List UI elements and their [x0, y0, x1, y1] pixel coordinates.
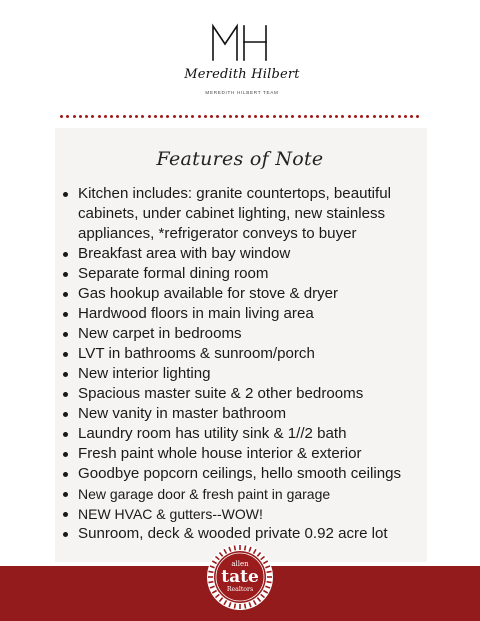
feature-item: New carpet in bedrooms: [58, 324, 428, 344]
divider-dot: [316, 115, 319, 118]
divider-dot: [335, 115, 338, 118]
divider-dot: [348, 115, 351, 118]
badge-bottom-text: Realtors: [226, 586, 254, 593]
divider-dot: [110, 115, 113, 118]
divider-dot: [391, 115, 394, 118]
divider-dot: [66, 115, 69, 118]
divider-dot: [160, 115, 163, 118]
divider-dot: [354, 115, 357, 118]
divider-dot: [385, 115, 388, 118]
divider-dot: [260, 115, 263, 118]
divider-dot: [404, 115, 407, 118]
divider-dot: [154, 115, 157, 118]
divider-dot: [85, 115, 88, 118]
divider-dot: [248, 115, 251, 118]
divider-dot: [104, 115, 107, 118]
divider-dot: [266, 115, 269, 118]
allen-tate-badge-logo: [205, 542, 275, 612]
feature-item: Separate formal dining room: [58, 264, 428, 284]
feature-item: Goodbye popcorn ceilings, hello smooth ceilings: [58, 464, 428, 484]
feature-item: Spacious master suite & 2 other bedrooms: [58, 384, 428, 404]
divider-dot: [254, 115, 257, 118]
feature-item: Hardwood floors in main living area: [58, 304, 428, 324]
feature-item: Sunroom, deck & wooded private 0.92 acre lot: [58, 524, 428, 544]
badge-main-text: tate: [221, 567, 259, 587]
feature-item: NEW HVAC & gutters--WOW!: [58, 504, 428, 524]
divider-dot: [279, 115, 282, 118]
divider-dot: [98, 115, 101, 118]
divider-dot: [116, 115, 119, 118]
divider-dot: [379, 115, 382, 118]
divider-dot: [91, 115, 94, 118]
divider-dot: [229, 115, 232, 118]
divider-dot: [198, 115, 201, 118]
divider-dot: [398, 115, 401, 118]
divider-dot: [360, 115, 363, 118]
divider-dot: [148, 115, 151, 118]
feature-item: New garage door & fresh paint in garage: [58, 484, 428, 504]
badge-top-text: allen: [231, 560, 249, 568]
divider-dot: [216, 115, 219, 118]
divider-dot: [223, 115, 226, 118]
divider-dot: [191, 115, 194, 118]
monogram-mh-logo: [210, 22, 270, 62]
team-label: MEREDITH HILBERT TEAM: [205, 90, 279, 95]
divider-dot: [310, 115, 313, 118]
feature-item: New interior lighting: [58, 364, 428, 384]
divider-dot: [123, 115, 126, 118]
divider-dot: [179, 115, 182, 118]
divider-dot: [298, 115, 301, 118]
divider-dot: [129, 115, 132, 118]
divider-dot: [329, 115, 332, 118]
divider-dot: [235, 115, 238, 118]
divider-dot: [323, 115, 326, 118]
divider-dot: [366, 115, 369, 118]
divider-dot: [185, 115, 188, 118]
feature-item: Gas hookup available for stove & dryer: [58, 284, 428, 304]
feature-item: Fresh paint whole house interior & exterior: [58, 444, 428, 464]
section-heading: Features of Note: [156, 148, 324, 170]
divider-dot: [141, 115, 144, 118]
divider-dot: [291, 115, 294, 118]
feature-item: Kitchen includes: granite countertops, beautiful cabinets, under cabinet lighting, new stainless appliances, *refrigerator conveys to buyer: [58, 184, 428, 244]
divider-dot: [341, 115, 344, 118]
divider-dot: [285, 115, 288, 118]
feature-item: LVT in bathrooms & sunroom/porch: [58, 344, 428, 364]
signature-name: Meredith Hilbert: [184, 67, 300, 82]
feature-item: New vanity in master bathroom: [58, 404, 428, 424]
divider-dot: [304, 115, 307, 118]
divider-dot: [204, 115, 207, 118]
dotted-divider: [60, 115, 420, 119]
divider-dot: [60, 115, 63, 118]
divider-dot: [273, 115, 276, 118]
divider-dot: [373, 115, 376, 118]
divider-dot: [210, 115, 213, 118]
feature-list: [58, 184, 428, 544]
feature-item: Laundry room has utility sink & 1//2 bath: [58, 424, 428, 444]
divider-dot: [241, 115, 244, 118]
divider-dot: [79, 115, 82, 118]
divider-dot: [73, 115, 76, 118]
divider-dot: [410, 115, 413, 118]
divider-dot: [166, 115, 169, 118]
divider-dot: [416, 115, 419, 118]
feature-item: Breakfast area with bay window: [58, 244, 428, 264]
divider-dot: [173, 115, 176, 118]
divider-dot: [135, 115, 138, 118]
